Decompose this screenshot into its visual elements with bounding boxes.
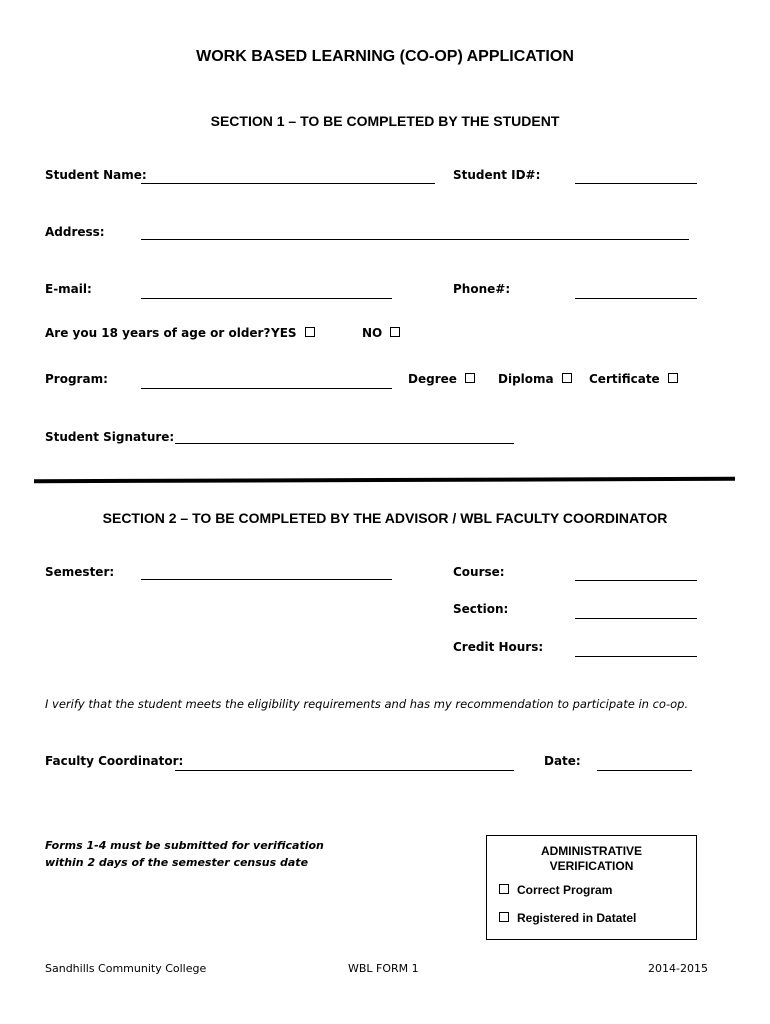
section-label: Section:: [453, 602, 509, 616]
submission-note: [45, 837, 324, 871]
student-name-field[interactable]: [141, 183, 435, 184]
student-signature-label: Student Signature:: [45, 430, 175, 444]
verification-statement: I verify that the student meets the eligibility requirements and has my recommendation to participate in co-op.: [45, 697, 689, 711]
footer-left: Sandhills Community College: [45, 962, 207, 975]
course-field[interactable]: [575, 580, 697, 581]
registered-checkbox[interactable]: [499, 912, 509, 922]
certificate-label: Certificate: [589, 372, 660, 386]
student-id-field[interactable]: [575, 183, 697, 184]
student-signature-field[interactable]: [175, 443, 514, 444]
correct-program-checkbox[interactable]: [499, 884, 509, 894]
faculty-coordinator-label: Faculty Coordinator:: [45, 754, 184, 768]
age-question: Are you 18 years of age or older?: [45, 326, 271, 340]
certificate-option[interactable]: [589, 372, 678, 386]
email-field[interactable]: [141, 298, 392, 299]
footer-right: 2014-2015: [648, 962, 708, 975]
program-field[interactable]: [141, 388, 392, 389]
date-field[interactable]: [597, 770, 692, 771]
footer-center: WBL FORM 1: [348, 962, 419, 975]
section1-heading: SECTION 1 – TO BE COMPLETED BY THE STUDENT: [210, 113, 560, 129]
no-option[interactable]: [362, 326, 400, 340]
diploma-label: Diploma: [498, 372, 554, 386]
student-id-label: Student ID#:: [453, 168, 541, 182]
certificate-checkbox[interactable]: [668, 373, 678, 383]
submission-note-line2: within 2 days of the semester census date: [45, 856, 309, 869]
section-field[interactable]: [575, 618, 697, 619]
section-divider: [34, 477, 735, 483]
admin-title: [487, 844, 696, 874]
semester-label: Semester:: [45, 565, 115, 579]
diploma-option[interactable]: [498, 372, 572, 386]
yes-checkbox[interactable]: [305, 327, 315, 337]
admin-title-line1: ADMINISTRATIVE: [540, 844, 643, 858]
no-label: NO: [362, 326, 383, 340]
administrative-verification-box: [486, 835, 697, 940]
course-label: Course:: [453, 565, 505, 579]
degree-checkbox[interactable]: [465, 373, 475, 383]
no-checkbox[interactable]: [390, 327, 400, 337]
email-label: E-mail:: [45, 282, 92, 296]
program-label: Program:: [45, 372, 108, 386]
yes-label: YES: [271, 326, 297, 340]
phone-field[interactable]: [575, 298, 697, 299]
address-field[interactable]: [141, 239, 689, 240]
degree-label: Degree: [408, 372, 457, 386]
registered-label: Registered in Datatel: [517, 911, 637, 925]
address-label: Address:: [45, 225, 105, 239]
yes-option[interactable]: [271, 326, 315, 340]
student-name-label: Student Name:: [45, 168, 147, 182]
section2-heading: SECTION 2 – TO BE COMPLETED BY THE ADVISOR / WBL FACULTY COORDINATOR: [102, 510, 668, 526]
phone-label: Phone#:: [453, 282, 511, 296]
correct-program-label: Correct Program: [517, 883, 613, 897]
degree-option[interactable]: [408, 372, 475, 386]
page-title: WORK BASED LEARNING (CO-OP) APPLICATION: [196, 48, 574, 65]
submission-note-line1: Forms 1-4 must be submitted for verification: [45, 839, 324, 852]
faculty-coordinator-field[interactable]: [175, 770, 514, 771]
correct-program-option[interactable]: [499, 883, 612, 897]
credit-hours-label: Credit Hours:: [453, 640, 544, 654]
admin-title-line2: VERIFICATION: [549, 859, 634, 873]
diploma-checkbox[interactable]: [562, 373, 572, 383]
registered-option[interactable]: [499, 911, 636, 925]
date-label: Date:: [544, 754, 581, 768]
semester-field[interactable]: [141, 579, 392, 580]
credit-hours-field[interactable]: [575, 656, 697, 657]
